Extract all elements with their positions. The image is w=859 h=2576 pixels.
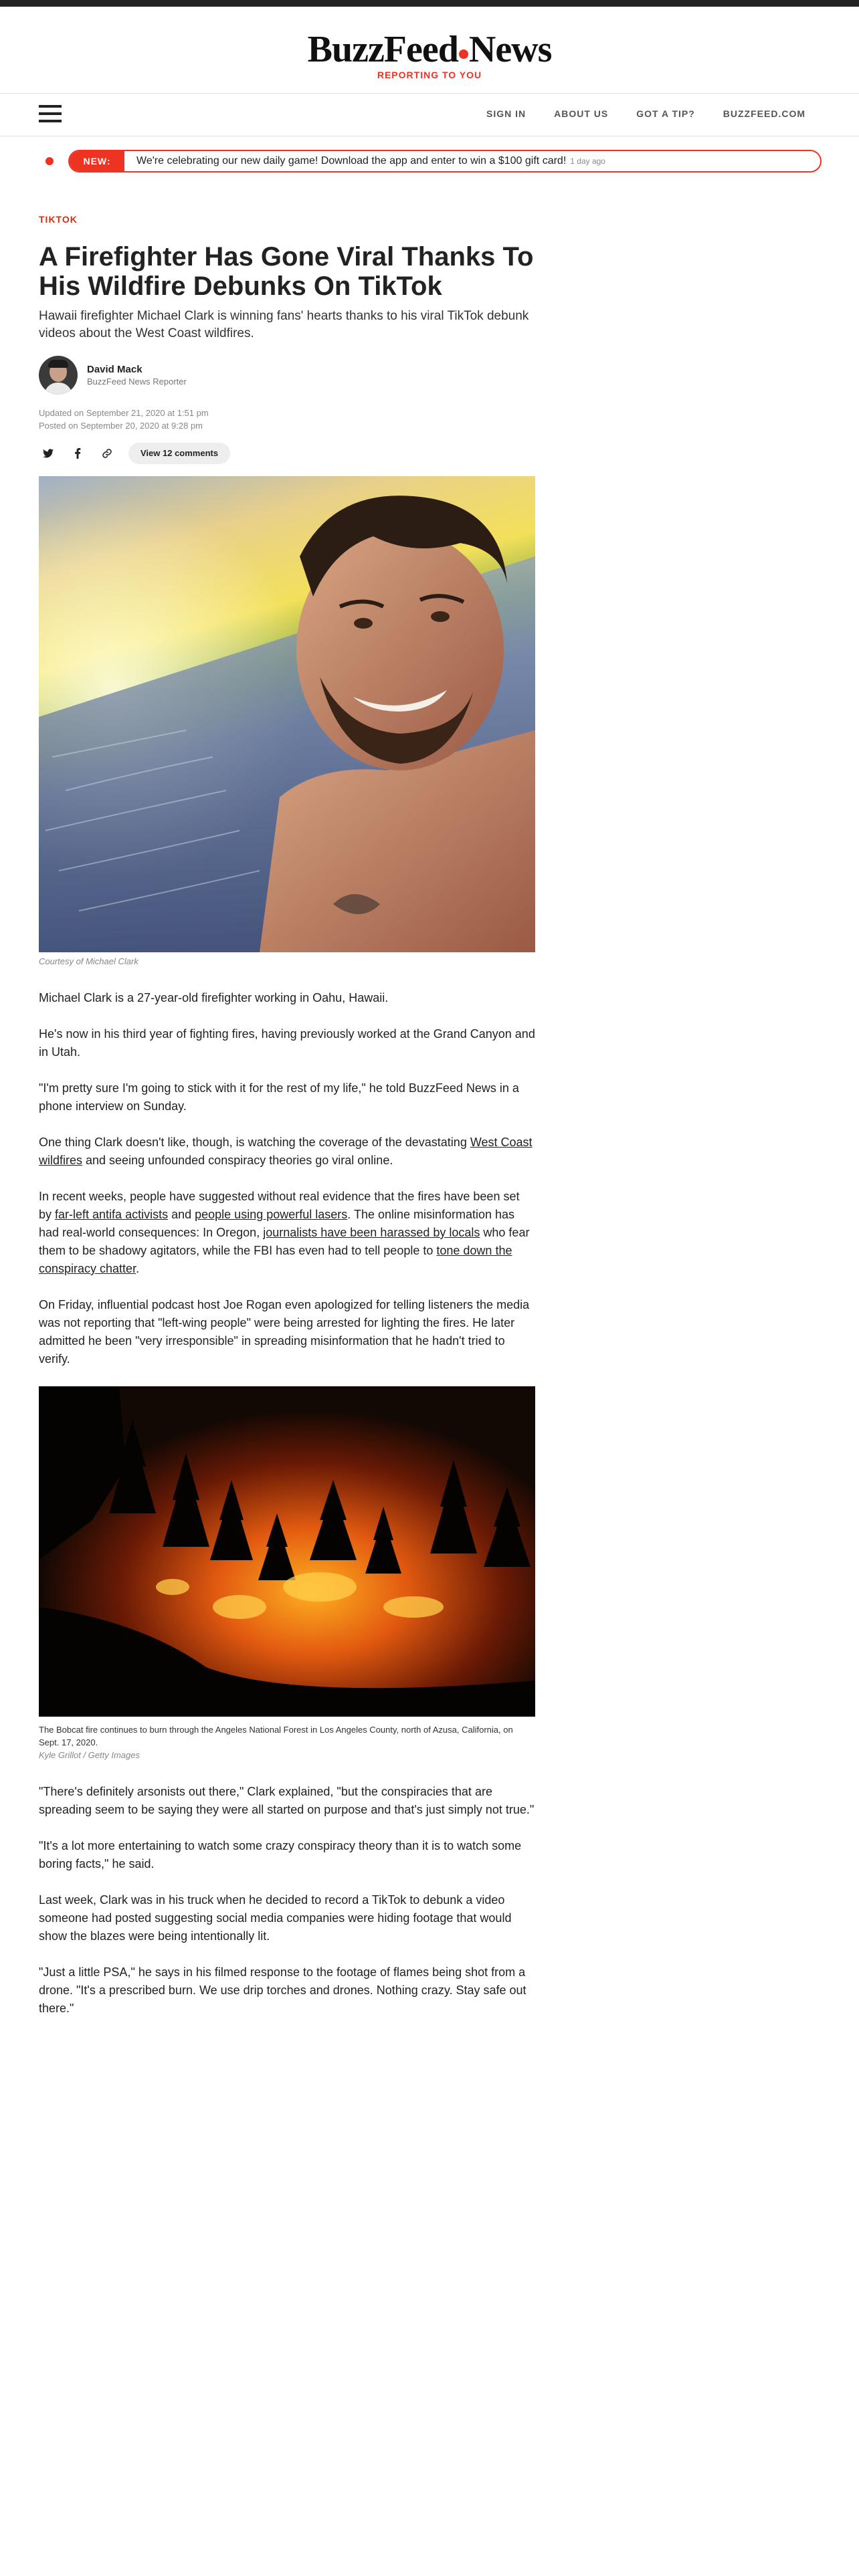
article-body-continued	[39, 1783, 535, 2018]
paragraph-3: "I'm pretty sure I'm going to stick with it for the rest of my life," he told BuzzFeed News in a phone interview on Sunday.	[39, 1081, 519, 1113]
link-journalists-harassed[interactable]: journalists have been harassed by locals	[263, 1226, 480, 1239]
paragraph-10: "Just a little PSA," he says in his filmed response to the footage of flames being shot from a drone. "It's a prescribed burn. We use drip torches and drones. Nothing crazy. Stay safe out there."	[39, 1965, 527, 2015]
nav-buzzfeed-com[interactable]: BUZZFEED.COM	[723, 108, 805, 119]
promo-text-wrap	[136, 155, 605, 167]
facebook-icon[interactable]	[68, 444, 87, 463]
article-headline: A Firefighter Has Gone Viral Thanks To His Wildfire Debunks On TikTok	[39, 242, 534, 301]
link-icon[interactable]	[98, 444, 116, 463]
wildfire-image-caption: The Bobcat fire continues to burn through the Angeles National Forest in Los Angeles County, north of Azusa, California, on Sept. 17, 2020.	[39, 1725, 513, 1747]
author-name[interactable]: David Mack	[87, 364, 142, 375]
paragraph-8: "It's a lot more entertaining to watch some crazy conspiracy theory than it is to watch some boring facts," he said.	[39, 1839, 522, 1870]
article-body	[39, 989, 535, 1368]
paragraph-1: Michael Clark is a 27-year-old firefighter working in Oahu, Hawaii.	[39, 991, 389, 1004]
updated-timestamp: Updated on September 21, 2020 at 1:51 pm	[39, 408, 209, 418]
promo-timestamp: 1 day ago	[570, 156, 605, 166]
nav-got-a-tip[interactable]: GOT A TIP?	[636, 108, 695, 119]
link-conspiracy-chatter[interactable]: tone down the conspiracy chatter	[39, 1244, 512, 1275]
twitter-icon[interactable]	[39, 444, 58, 463]
article	[39, 214, 535, 2036]
paragraph-9: Last week, Clark was in his truck when he decided to record a TikTok to debunk a video someone had posted suggesting social media companies were hiding footage that would show the blazes were being intentionally lit.	[39, 1893, 512, 1943]
nav-about-us[interactable]: ABOUT US	[554, 108, 609, 119]
wildfire-image-credit: Kyle Grillot / Getty Images	[39, 1750, 140, 1760]
paragraph-2: He's now in his third year of fighting fires, having previously worked at the Grand Canyon and in Utah.	[39, 1027, 535, 1059]
link-west-coast-wildfires[interactable]: West Coast wildfires	[39, 1136, 533, 1167]
masthead	[0, 7, 859, 94]
paragraph-6: On Friday, influential podcast host Joe Rogan even apologized for telling listeners the media was not reporting that "left-wing people" were being arrested for lighting the fires. He later admitted he been "very irresponsible" in spreading misinformation that he hadn't tried to verify.	[39, 1298, 530, 1366]
share-bar	[39, 443, 535, 464]
link-antifa-activists[interactable]: far-left antifa activists	[55, 1208, 169, 1221]
logo-text-right: News	[468, 29, 552, 70]
nav-sign-in[interactable]: SIGN IN	[486, 108, 527, 119]
posted-timestamp: Posted on September 20, 2020 at 9:28 pm	[39, 421, 203, 431]
site-logo[interactable]	[0, 28, 859, 71]
byline	[39, 356, 535, 396]
paragraph-7: "There's definitely arsonists out there," Clark explained, "but the conspiracies that are spreading seem to be saying they were all started on purpose and that's just simply not true."	[39, 1785, 535, 1816]
view-comments-button[interactable]: View 12 comments	[128, 443, 230, 464]
site-tagline: REPORTING TO YOU	[377, 70, 482, 80]
promo-pill[interactable]	[68, 150, 822, 173]
wildfire-image	[39, 1386, 535, 1717]
logo-text-left: BuzzFeed	[307, 29, 458, 70]
article-category[interactable]: TIKTOK	[39, 214, 78, 225]
p5-text-5: .	[136, 1262, 140, 1275]
navigation-bar	[0, 94, 859, 136]
promo-dot-icon	[45, 157, 54, 165]
hamburger-menu-icon[interactable]	[39, 105, 62, 124]
p5-text-2: and	[168, 1208, 195, 1221]
author-role: BuzzFeed News Reporter	[87, 377, 187, 387]
nav-links	[458, 108, 805, 119]
article-dek: Hawaii firefighter Michael Clark is winning fans' hearts thanks to his viral TikTok debunk videos about the West Coast wildfires.	[39, 309, 529, 340]
author-avatar[interactable]	[39, 356, 78, 395]
p4-text-after: and seeing unfounded conspiracy theories go viral online.	[82, 1154, 393, 1167]
promo-banner[interactable]	[39, 150, 822, 173]
hero-image	[39, 476, 535, 952]
p5-text-4: who fear them to be shadowy agitators, while the FBI has even had to tell people to	[39, 1226, 530, 1257]
p5-text-1: In recent weeks, people have suggested without real evidence that the fires have been set by	[39, 1190, 520, 1221]
p4-text-before: One thing Clark doesn't like, though, is watching the coverage of the devastating	[39, 1136, 470, 1149]
promo-new-tag: NEW:	[70, 151, 124, 171]
link-powerful-lasers[interactable]: people using powerful lasers	[195, 1208, 348, 1221]
top-bar	[0, 0, 859, 7]
p5-text-3: . The online misinformation has had real-world consequences: In Oregon,	[39, 1208, 515, 1239]
hero-image-credit: Courtesy of Michael Clark	[39, 956, 138, 966]
paragraph-4	[39, 1134, 535, 1170]
promo-text: We're celebrating our new daily game! Download the app and enter to win a $100 gift card!	[136, 155, 567, 167]
timestamps	[39, 407, 535, 432]
logo-dot	[459, 49, 468, 59]
paragraph-5	[39, 1188, 535, 1278]
